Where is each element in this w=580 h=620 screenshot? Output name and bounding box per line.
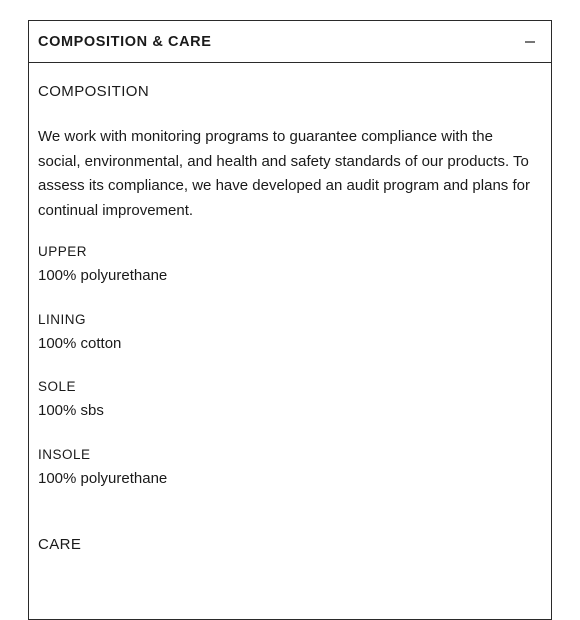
panel-header[interactable] — [29, 21, 551, 63]
part-label: SOLE — [38, 379, 77, 394]
part-sole — [38, 378, 104, 422]
part-label: LINING — [38, 312, 87, 327]
part-lining — [38, 311, 121, 355]
part-value: 100% polyurethane — [38, 267, 168, 284]
care-heading[interactable]: CARE — [38, 536, 82, 553]
part-label: UPPER — [38, 244, 88, 259]
composition-heading: COMPOSITION — [38, 83, 150, 100]
minus-icon — [524, 36, 536, 48]
part-insole — [38, 446, 167, 490]
composition-care-panel — [28, 20, 552, 620]
part-value: 100% sbs — [38, 402, 104, 419]
part-upper — [38, 243, 167, 287]
part-value: 100% polyurethane — [38, 470, 168, 487]
part-label: INSOLE — [38, 447, 91, 462]
collapse-button[interactable] — [519, 31, 541, 53]
composition-intro-text: We work with monitoring programs to guarantee compliance with the social, environmental, and health and safety standards of our products. To assess its compliance, we have developed an audit program and plans for continual improvement. — [38, 128, 530, 219]
part-value: 100% cotton — [38, 335, 122, 352]
panel-title: COMPOSITION & CARE — [38, 33, 212, 50]
